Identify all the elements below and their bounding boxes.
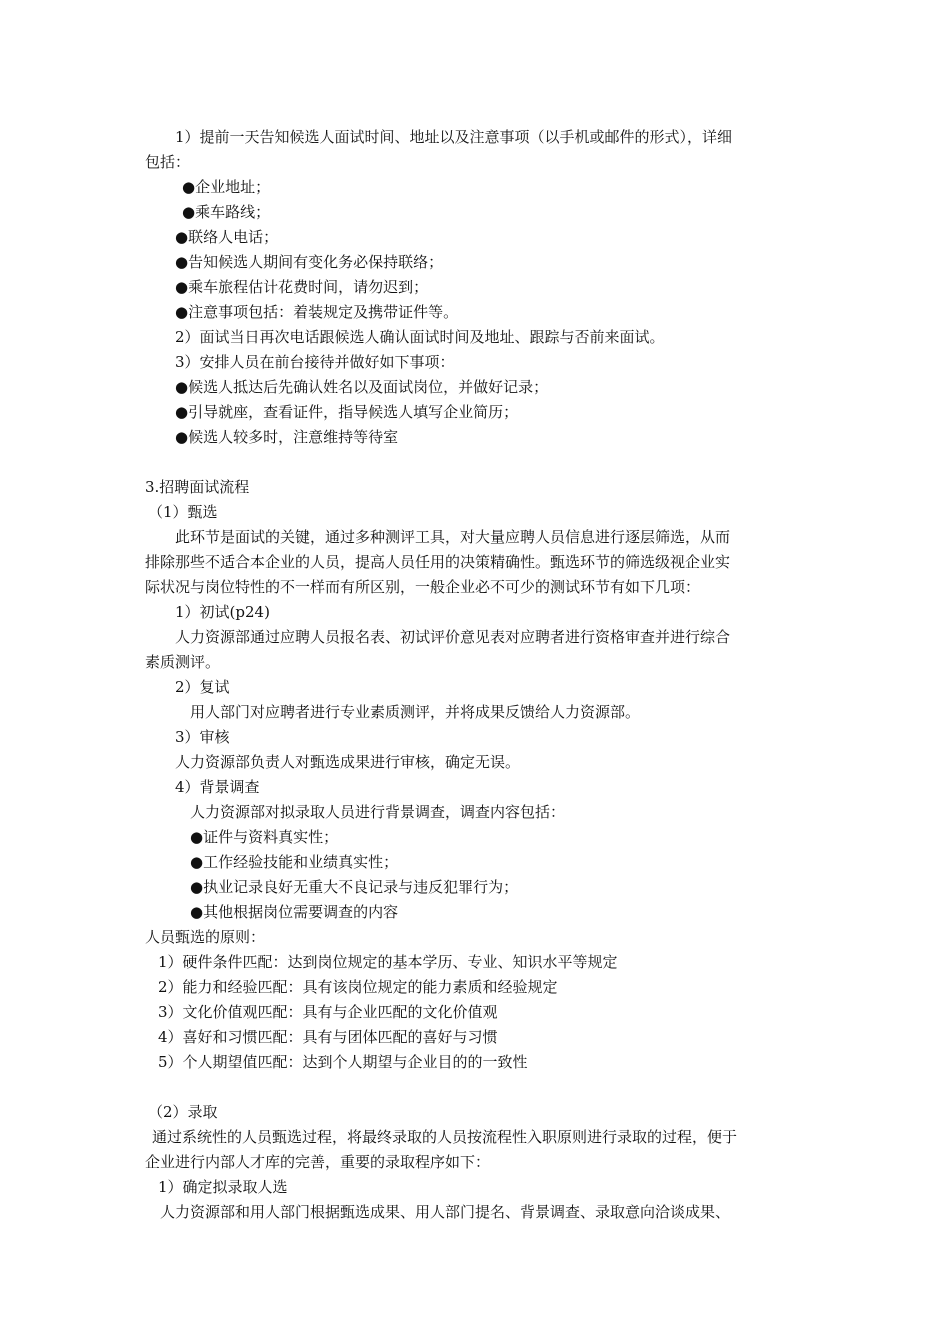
paragraph-line: 此环节是面试的关键，通过多种测评工具，对大量应聘人员信息进行逐层筛选，从而: [175, 528, 731, 546]
principle-item: 4）喜好和习惯匹配：具有与团体匹配的喜好与习惯: [158, 1028, 498, 1046]
item-heading: 3）审核: [175, 728, 230, 746]
text-line: 3）安排人员在前台接待并做好如下事项：: [175, 353, 455, 371]
paragraph-line: 人力资源部对拟录取人员进行背景调查，调查内容包括：: [190, 803, 566, 821]
paragraph-line: 排除那些不适合本企业的人员，提高人员任用的决策精确性。甄选环节的筛选级视企业实: [145, 553, 731, 571]
principle-item: 2）能力和经验匹配：具有该岗位规定的能力素质和经验规定: [158, 978, 558, 996]
bullet-item: ●联络人电话；: [175, 228, 279, 246]
bullet-item: ●候选人抵达后先确认姓名以及面试岗位，并做好记录；: [175, 378, 549, 396]
paragraph-line: 素质测评。: [145, 653, 221, 671]
bullet-item: ●证件与资料真实性；: [190, 828, 339, 846]
text-line: 1）提前一天告知候选人面试时间、地址以及注意事项（以手机或邮件的形式），详细: [175, 128, 733, 146]
item-heading: 4）背景调查: [175, 778, 260, 796]
bullet-item: ●候选人较多时，注意维持等待室: [175, 428, 399, 446]
text-line: 包括：: [145, 153, 191, 171]
bullet-item: ●工作经验技能和业绩真实性；: [190, 853, 399, 871]
subsection-heading: （2）录取: [148, 1103, 218, 1121]
item-heading: 2）复试: [175, 678, 230, 696]
paragraph-line: 际状况与岗位特性的不一样而有所区别，一般企业必不可少的测试环节有如下几项：: [145, 578, 701, 596]
paragraph-line: 人力资源部通过应聘人员报名表、初试评价意见表对应聘者进行资格审查并进行综合: [175, 628, 731, 646]
bullet-item: ●企业地址；: [182, 178, 271, 196]
bullet-item: ●引导就座，查看证件，指导候选人填写企业简历；: [175, 403, 519, 421]
paragraph-line: 用人部门对应聘者进行专业素质测评，并将成果反馈给人力资源部。: [190, 703, 641, 721]
paragraph-line: 通过系统性的人员甄选过程，将最终录取的人员按流程性入职原则进行录取的过程，便于: [152, 1128, 738, 1146]
principle-item: 1）硬件条件匹配：达到岗位规定的基本学历、专业、知识水平等规定: [158, 953, 618, 971]
item-heading: 1）初试(p24): [175, 603, 270, 621]
text-line: 2）面试当日再次电话跟候选人确认面试时间及地址、跟踪与否前来面试。: [175, 328, 665, 346]
bullet-item: ●注意事项包括：着装规定及携带证件等。: [175, 303, 459, 321]
item-heading: 1）确定拟录取人选: [158, 1178, 288, 1196]
paragraph-line: 人力资源部负责人对甄选成果进行审核，确定无误。: [175, 753, 521, 771]
paragraph-line: 人员甄选的原则：: [145, 928, 266, 946]
paragraph-line: 人力资源部和用人部门根据甄选成果、用人部门提名、背景调查、录取意向洽谈成果、: [160, 1203, 731, 1221]
principle-item: 3）文化价值观匹配：具有与企业匹配的文化价值观: [158, 1003, 498, 1021]
subsection-heading: （1）甄选: [148, 503, 218, 521]
bullet-item: ●乘车路线；: [182, 203, 271, 221]
bullet-item: ●其他根据岗位需要调查的内容: [190, 903, 399, 921]
bullet-item: ●告知候选人期间有变化务必保持联络；: [175, 253, 444, 271]
section-heading: 3.招聘面试流程: [145, 478, 250, 496]
bullet-item: ●执业记录良好无重大不良记录与违反犯罪行为；: [190, 878, 519, 896]
principle-item: 5）个人期望值匹配：达到个人期望与企业目的的一致性: [158, 1053, 528, 1071]
paragraph-line: 企业进行内部人才库的完善，重要的录取程序如下：: [145, 1153, 491, 1171]
bullet-item: ●乘车旅程估计花费时间，请勿迟到；: [175, 278, 429, 296]
